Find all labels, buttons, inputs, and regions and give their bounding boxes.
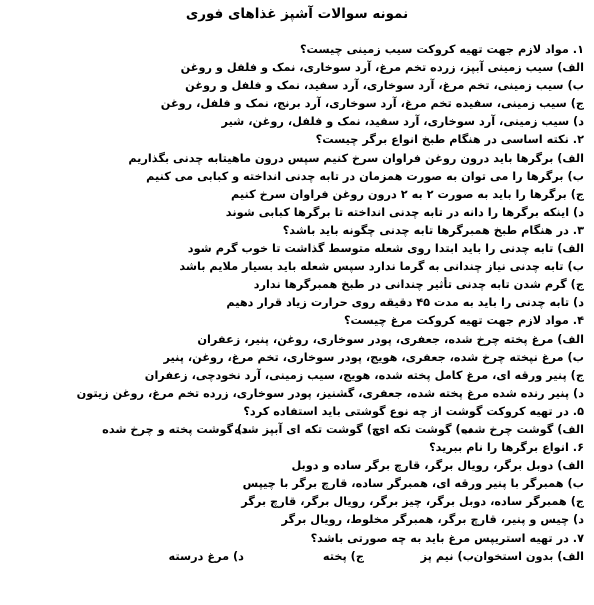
question-2-option-b: ب) برگرها را می توان به صورت همزمان در تابه چدنی انداخته و کبابی می کنیم bbox=[146, 169, 584, 183]
question-7-option-b: ب) نیم پز bbox=[420, 549, 474, 563]
question-4-option-a: الف) مرغ پخته چرخ شده، جعفری، پودر سوخاری، روغن، پنیر، زعفران bbox=[197, 332, 584, 346]
question-4-option-b: ب) مرغ نپخته چرخ شده، جعفری، هویج، پودر سوخاری، تخم مرغ، روغن، پنیر bbox=[163, 350, 584, 364]
question-3-option-c: ج) گرم شدن تابه چدنی تأثیر چندانی در طبخ همبرگرها ندارد bbox=[253, 278, 584, 292]
question-7: ۷. در تهیه استریپس مرغ باید به چه صورتی باشد؟ bbox=[310, 531, 584, 545]
question-5-option-a: الف) گوشت چرخ شده bbox=[461, 422, 584, 436]
question-6-option-a: الف) دوبل برگر، رویال برگر، قارچ برگر ساده و دوبل bbox=[291, 459, 584, 473]
question-3: ۳. در هنگام طبخ همبرگرها تابه چدنی چگونه باید باشد؟ bbox=[282, 223, 584, 237]
question-1: ۱. مواد لازم جهت تهیه کروکت سیب زمینی چیست؟ bbox=[299, 43, 584, 56]
question-4-option-d: د) پنیر رنده شده مرغ پخته شده، جعفری، گشنیز، پودر سوخاری، زرده تخم مرغ، روغن زیتون bbox=[76, 386, 584, 400]
question-7-option-d: د) مرغ درسته bbox=[168, 549, 244, 563]
question-3-option-d: د) تابه چدنی را باید به مدت ۴۵ دقیقه روی حرارت زیاد قرار دهیم bbox=[226, 296, 584, 310]
question-6-option-d: د) چیس و پنیر، قارچ برگر، همبرگر مخلوط، رویال برگر bbox=[281, 513, 584, 527]
question-7-option-a: الف) بدون استخوان bbox=[473, 549, 584, 563]
question-2: ۲. نکته اساسی در هنگام طبخ انواع برگر چیست؟ bbox=[315, 133, 584, 147]
question-5-option-b: ب) گوشت تکه ای bbox=[375, 422, 472, 436]
question-list bbox=[6, 41, 584, 566]
question-5: ۵. در تهیه کروکت گوشت از چه نوع گوشتی باید استفاده کرد؟ bbox=[243, 404, 584, 418]
question-2-option-d: د) اینکه برگرها را دانه در تابه چدنی انداخته تا برگرها کبابی شوند bbox=[225, 205, 584, 219]
question-6-option-b: ب) همبرگر با پنیر ورقه ای، همبرگر ساده، قارچ برگر با چیپس bbox=[242, 477, 584, 491]
question-5-option-c: ج) گوشت تکه ای آبپز شده bbox=[234, 422, 380, 436]
question-7-option-c: ج) پخته bbox=[322, 549, 364, 563]
question-6-option-c: ج) همبرگر ساده، دوبل برگر، چیز برگر، رویال برگر، قارچ برگر bbox=[241, 495, 584, 509]
question-2-option-a: الف) برگرها باید درون روغن فراوان سرخ کنیم سپس درون ماهیتابه چدنی بگذاریم bbox=[128, 151, 584, 165]
question-1-option-b: ب) سیب زمینی، تخم مرغ، آرد سوخاری، آرد سفید، نمک و فلفل و روغن bbox=[185, 79, 584, 93]
page-title: نمونه سوالات آشپز غذاهای فوری bbox=[185, 6, 409, 22]
question-4: ۴. مواد لازم جهت تهیه کروکت مرغ چیست؟ bbox=[343, 314, 584, 328]
question-1-option-a: الف) سیب زمینی آبپز، زرده تخم مرغ، آرد سوخاری، نمک و فلفل و روغن bbox=[180, 61, 584, 75]
question-3-option-a: الف) تابه چدنی را باید ابتدا روی شعله متوسط گذاشت تا خوب گرم شود bbox=[187, 242, 584, 256]
question-7-options bbox=[6, 548, 584, 566]
question-4-option-c: ج) پنیر ورقه ای، مرغ کامل پخته شده، هویج، سیب زمینی، آرد نخودچی، زعفران bbox=[144, 368, 584, 382]
question-1-option-c: ج) سیب زمینی، سفیده تخم مرغ، آرد سوخاری، آرد برنج، نمک و فلفل، روغن bbox=[160, 97, 584, 111]
question-1-option-d: د) سیب زمینی، آرد سوخاری، آرد سفید، نمک و فلفل، روغن، شیر bbox=[221, 115, 584, 129]
question-6: ۶. انواع برگرها را نام ببرید؟ bbox=[429, 441, 584, 455]
question-5-options bbox=[6, 421, 584, 439]
question-5-option-d: د) گوشت پخته و چرخ شده bbox=[102, 422, 248, 436]
question-3-option-b: ب) تابه چدنی نیاز چندانی به گرما ندارد سپس شعله باید بسیار ملایم باشد bbox=[179, 260, 584, 274]
question-2-option-c: ج) برگرها را باید به صورت ۲ به ۲ درون روغن فراوان سرخ کنیم bbox=[230, 187, 584, 201]
